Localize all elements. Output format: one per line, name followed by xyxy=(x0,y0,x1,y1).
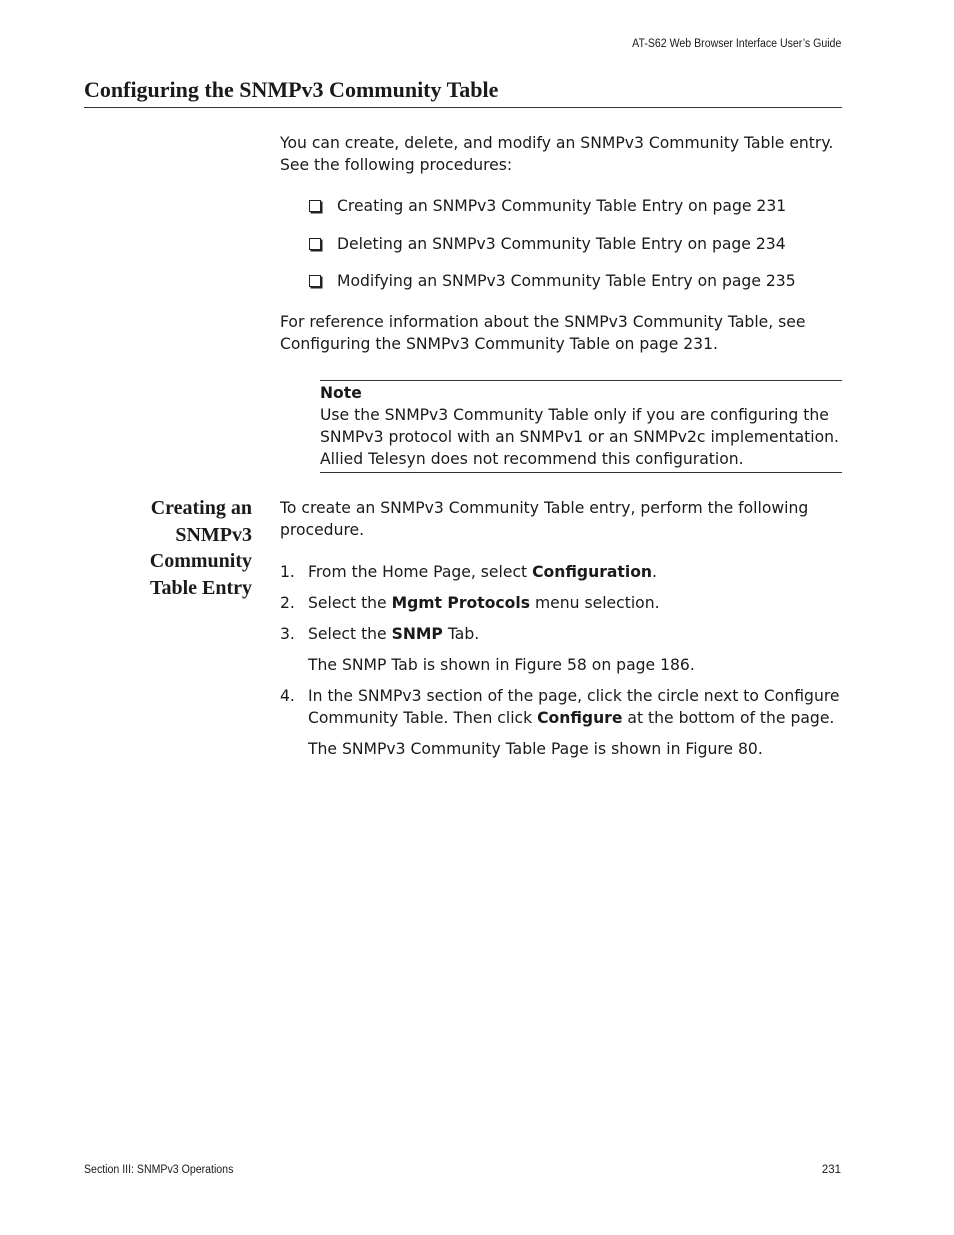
list-item xyxy=(308,233,848,255)
subsection-title xyxy=(110,495,252,601)
subsection-title-line: SNMPv3 xyxy=(175,523,252,546)
step-item xyxy=(280,592,845,614)
step-text: Select the Mgmt Protocols menu selection. xyxy=(308,594,660,612)
subsection-title-line: Table Entry xyxy=(149,576,252,599)
intro-paragraph: You can create, delete, and modify an SNMPv3 Community Table entry. See the following procedures: xyxy=(280,134,834,174)
create-intro-paragraph: To create an SNMPv3 Community Table entry, perform the following procedure. xyxy=(280,499,809,539)
step-number: 3. xyxy=(280,625,295,643)
checkbox-bullet-icon xyxy=(309,275,321,287)
note-box xyxy=(320,380,842,473)
step-text: In the SNMPv3 section of the page, click the circle next to Configure Community Table. Then click Configure at the bottom of the page. xyxy=(308,687,840,727)
page-number: 231 xyxy=(821,1164,841,1176)
note-text: Use the SNMPv3 Community Table only if you are configuring the SNMPv3 protocol with an SNMPv1 or an SNMPv2c implementation. Allied Telesyn does not recommend this configuration. xyxy=(320,406,839,468)
section-title: Configuring the SNMPv3 Community Table xyxy=(84,77,842,108)
list-item xyxy=(308,270,848,292)
checkbox-bullet-icon xyxy=(309,238,321,250)
procedure-link: Creating an SNMPv3 Community Table Entry on page 231 xyxy=(337,197,787,215)
footer-section: Section III: SNMPv3 Operations xyxy=(84,1164,234,1176)
step-list xyxy=(280,561,845,769)
ui-term: SNMP xyxy=(391,625,443,643)
reference-paragraph: For reference information about the SNMPv3 Community Table, see Configuring the SNMPv3 Community Table on page 231. xyxy=(280,313,806,353)
step-result: The SNMPv3 Community Table Page is shown in Figure 80. xyxy=(308,740,763,758)
checkbox-bullet-icon xyxy=(309,200,321,212)
step-number: 1. xyxy=(280,563,295,581)
step-number: 2. xyxy=(280,594,295,612)
step-text: Select the SNMP Tab. xyxy=(308,625,480,643)
step-text: From the Home Page, select Configuration. xyxy=(308,563,657,581)
running-header: AT-S62 Web Browser Interface User’s Guide xyxy=(631,38,841,50)
step-result: The SNMP Tab is shown in Figure 58 on page 186. xyxy=(308,656,695,674)
step-item xyxy=(280,623,845,645)
procedure-link: Deleting an SNMPv3 Community Table Entry on page 234 xyxy=(337,234,786,253)
note-title: Note xyxy=(320,384,362,402)
ui-term: Configure xyxy=(537,709,623,727)
procedure-list xyxy=(308,195,848,308)
subsection-title-line: Community xyxy=(149,550,252,572)
step-item xyxy=(280,561,845,583)
procedure-link: Modifying an SNMPv3 Community Table Entry on page 235 xyxy=(337,272,796,290)
subsection-title-line: Creating an xyxy=(150,497,252,519)
step-number: 4. xyxy=(280,687,295,705)
step-item xyxy=(280,685,845,729)
ui-term: Configuration xyxy=(532,563,653,581)
list-item xyxy=(308,195,848,217)
ui-term: Mgmt Protocols xyxy=(391,594,531,612)
